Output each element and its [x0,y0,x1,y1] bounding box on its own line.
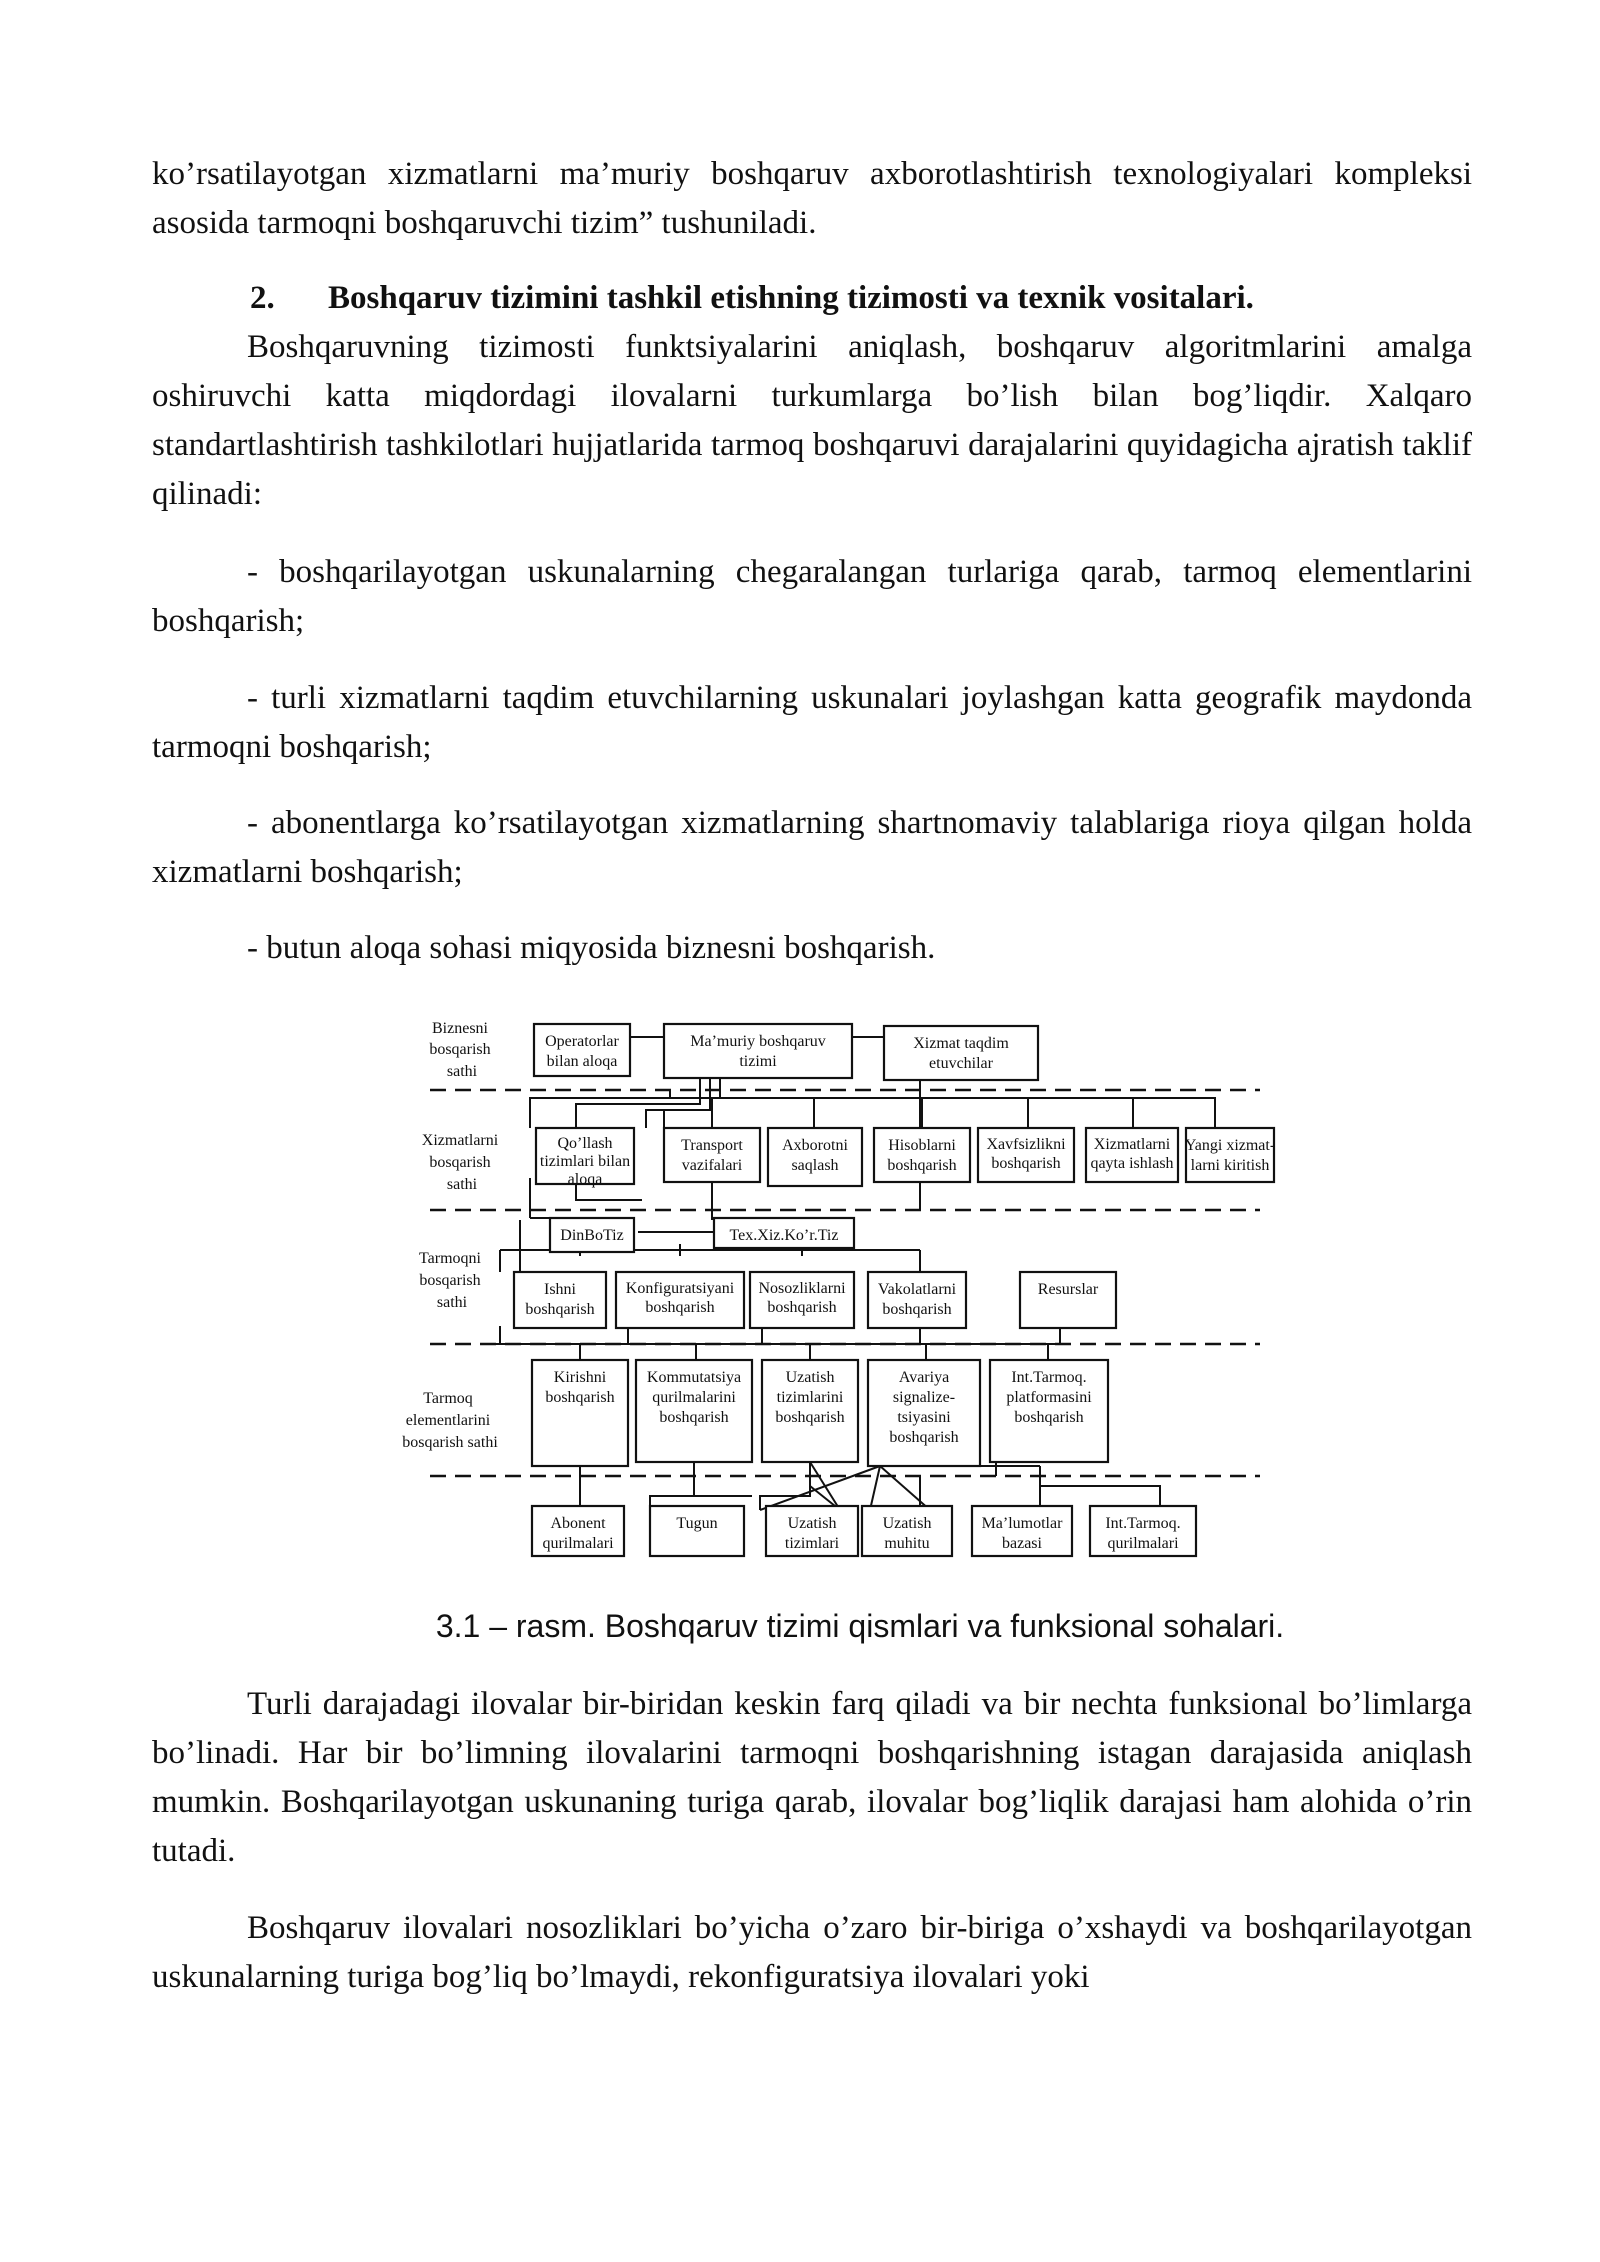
box-label: vazifalari [681,1157,743,1174]
box-qollash [536,1128,634,1188]
box-hisoblarni [874,1128,970,1182]
box-label: bazasi [1002,1535,1042,1552]
box-label: Uzatish [882,1515,932,1532]
box-yangi [1185,1128,1275,1182]
paragraph-faults: Boshqaruv ilovalari nosozliklari bo’yicha o’zaro bir-biriga o’xshaydi va boshqarilayotgan uskunalarning turiga bog’liq bo’lmaydi, rekonfiguratsiya ilovalari yoki [152,1910,1472,1995]
box-label: boshqarish [525,1301,595,1318]
box-label: Int.Tarmoq. [1011,1369,1087,1386]
box-label: etuvchilar [929,1055,993,1072]
section-title: Boshqaruv tizimini tashkil etishning tizimosti va texnik vositalari. [328,280,1254,316]
box-operatorlar [534,1024,630,1076]
box-label: Xavfsizlikni [986,1136,1066,1153]
bullet-network: - turli xizmatlarni taqdim etuvchilarning uskunalari joylashgan katta geografik maydonda tarmoqni boshqarish; [152,680,1472,765]
bullet-network-elements: - boshqarilayotgan uskunalarning chegaralangan turlariga qarab, tarmoq elementlarini boshqarish; [152,554,1472,639]
box-label: tizimi [739,1053,777,1070]
box-uzatish-tizimlari [766,1506,858,1556]
box-label: Ishni [544,1281,576,1298]
box-label: larni kiritish [1190,1157,1270,1174]
connector [760,1462,810,1510]
box-label: boshqarish [889,1429,959,1446]
box-int-platf [990,1360,1108,1462]
box-label: Ma’muriy boshqaruv [690,1033,826,1050]
box-kirishni [532,1360,628,1466]
box-label: Konfiguratsiyani [625,1280,735,1297]
box-nosoz [750,1272,854,1328]
box-label: Operatorlar [545,1033,619,1050]
paragraph-intro: ko’rsatilayotgan xizmatlarni ma’muriy boshqaruv axborotlashtirish texnologiyalari kompleksi asosida tarmoqni boshqaruvchi tizim” tushuniladi. [152,156,1472,241]
box-tugun [650,1506,744,1556]
box-axborotni [768,1128,862,1186]
box-label: saqlash [791,1157,839,1174]
box-label: boshqarish [882,1301,952,1318]
box-label: boshqarish [775,1409,845,1426]
box-label: Uzatish [787,1515,837,1532]
box-label: Transport [681,1137,743,1154]
box-vakolat [868,1272,966,1328]
box-dinbotiz [550,1218,634,1252]
box-label: Avariya [898,1369,950,1386]
box-label: boshqarish [991,1155,1061,1172]
box-label: Vakolatlarni [877,1281,957,1298]
bullet-services: - abonentlarga ko’rsatilayotgan xizmatlarning shartnomaviy talablariga rioya qilgan holda xizmatlarni boshqarish; [152,805,1472,890]
box-label: platformasini [1006,1389,1092,1406]
box-avariya [868,1360,980,1466]
level-label-business: Biznesni bosqarish sathi [429,1020,491,1080]
box-label: boshqarish [645,1299,715,1316]
box-label: bilan aloqa [546,1053,618,1070]
box-texxiz [714,1218,854,1248]
box-label: Hisoblarni [888,1137,956,1154]
connector [650,1462,694,1506]
box-label: Kirishni [553,1369,607,1386]
box-label: Yangi xizmat- [1184,1137,1276,1154]
level-label-elements: Tarmoq elementlarini bosqarish sathi [402,1390,498,1451]
box-label: Axborotni [782,1137,848,1154]
box-xizmat-taqdim [884,1026,1038,1080]
box-label: Nosozliklarni [758,1280,846,1297]
box-label: Xizmat taqdim [913,1035,1009,1052]
box-konfig [616,1272,744,1328]
box-mamuriy [664,1024,852,1078]
box-malumotlar [972,1506,1072,1556]
box-label: Resurslar [1037,1281,1099,1298]
box-label: Uzatish [785,1369,835,1386]
box-label: Tugun [676,1515,718,1532]
management-system-diagram [400,1010,1320,1570]
box-label: Abonent [550,1515,606,1532]
box-label: boshqarish [1014,1409,1084,1426]
box-int-qur [1090,1506,1196,1556]
box-label: DinBoTiz [560,1227,624,1244]
box-label: boshqarish [767,1299,837,1316]
diagram-svg [400,1010,1320,1570]
box-label: signalize- [892,1389,956,1406]
box-ishni [514,1272,606,1328]
figure-caption: 3.1 – rasm. Boshqaruv tizimi qismlari va funksional sohalari. [435,1608,1285,1644]
level-label-services: Xizmatlarni bosqarish sathi [421,1132,499,1193]
box-label: tizimlari [784,1535,840,1552]
paragraph-applications: Turli darajadagi ilovalar bir-biridan keskin farq qiladi va bir nechta funksional bo’limlarga bo’linadi. Har bir bo’limning ilovalarini tarmoqni boshqarishning istagan darajasida aniqlash mumkin. Boshqarilayotgan uskunaning turiga qarab, ilovalar bog’liqlik darajasi ham alohida o’rin tutadi. [152,1686,1472,1869]
section-heading [250,274,1470,323]
box-label: boshqarish [545,1389,615,1406]
box-label: tizimlarini [776,1389,844,1406]
box-label: Int.Tarmoq. [1105,1515,1181,1532]
box-uzatish-tiz [762,1360,858,1462]
box-label: qurilmalarini [652,1389,736,1406]
box-transport [664,1128,760,1182]
section-number: 2. [250,280,275,316]
box-label: Qo’llash [557,1135,613,1152]
box-label: boshqarish [887,1157,957,1174]
box-label: boshqarish [659,1409,729,1426]
connector [760,1466,880,1510]
box-label: Kommutatsiya [646,1369,742,1386]
box-resurslar [1020,1272,1116,1328]
box-kommut [636,1360,752,1462]
connector [880,1466,930,1510]
box-label: tsiyasini [897,1409,951,1426]
box-label: Xizmatlarni [1093,1136,1171,1153]
box-label: qurilmalari [1107,1535,1179,1552]
connector [870,1466,880,1510]
box-label: Tex.Xiz.Ko’r.Tiz [729,1227,839,1244]
box-label: aloqa [567,1171,603,1188]
box-xavfsizlik [978,1128,1074,1182]
paragraph-levels: Boshqaruvning tizimosti funktsiyalarini aniqlash, boshqaruv algoritmlarini amalga oshiruvchi katta miqdordagi ilovalarni turkumlarga bo’lish bilan bog’liqdir. Xalqaro standartlashtirish tashkilotlari hujjatlarida tarmoq boshqaruvi darajalarini quyidagicha ajratish taklif qilinadi: [152,329,1472,512]
box-qayta [1086,1128,1178,1182]
box-label: muhitu [884,1535,930,1552]
box-uzatish-muhitu [862,1506,952,1556]
level-label-network: Tarmoqni bosqarish sathi [419,1250,481,1311]
bullet-business: - butun aloqa sohasi miqyosida biznesni boshqarish. [247,930,936,966]
box-label: qurilmalari [542,1535,614,1552]
box-label: qayta ishlash [1090,1155,1174,1172]
box-label: tizimlari bilan [539,1153,631,1170]
connector [520,1220,545,1272]
box-abonent [532,1506,624,1556]
box-label: Ma’lumotlar [981,1515,1063,1532]
